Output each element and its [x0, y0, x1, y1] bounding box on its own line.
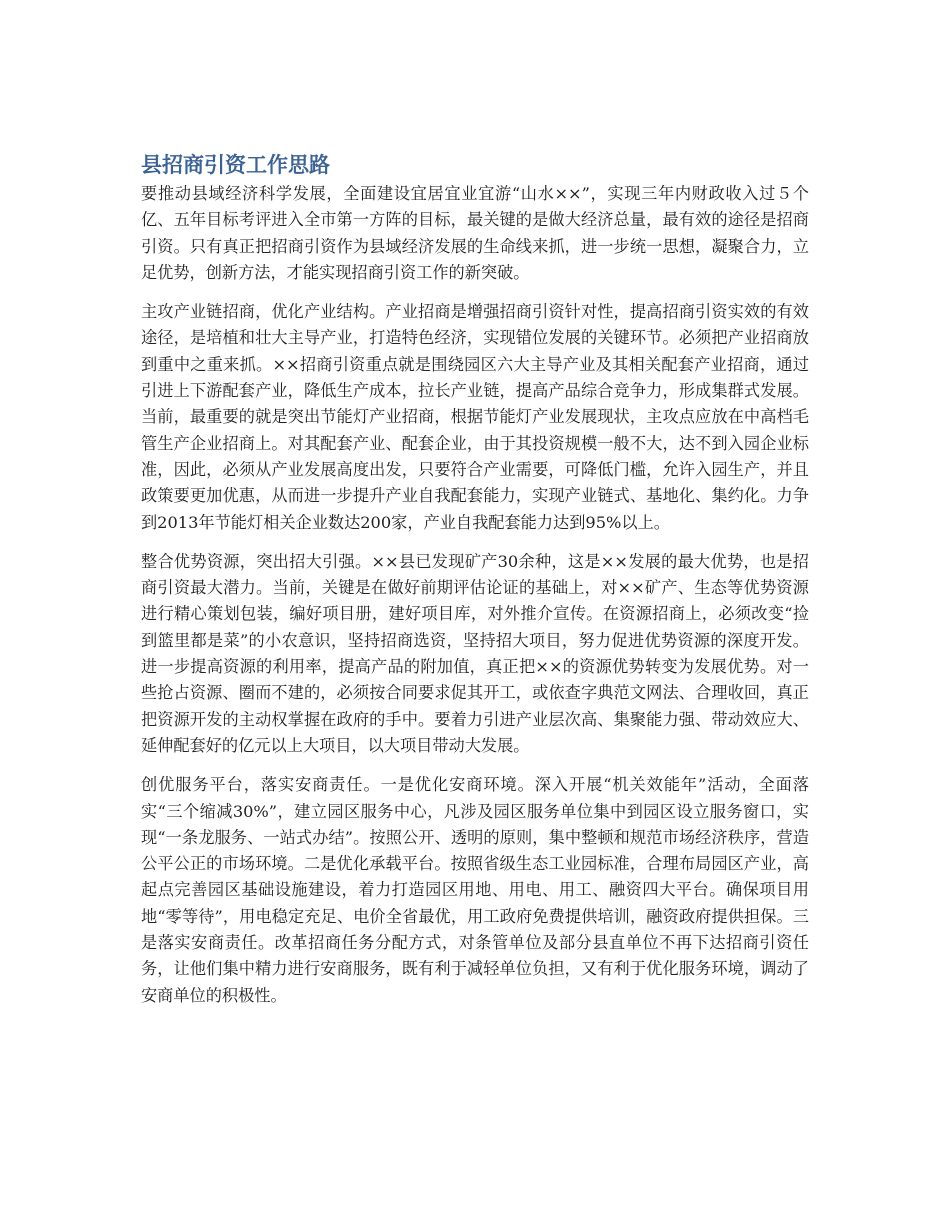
paragraph-resources: 整合优势资源，突出招大引强。××县已发现矿产30余种，这是××发展的最大优势，也是招商引资最大潜力。当前，关键是在做好前期评估论证的基础上，对××矿产、生态等优势资源进行精心策划包装，编好项目册，建好项目库，对外推介宣传。在资源招商上，必须改变“捡到篮里都是菜”的小农意识，坚持招商选资，坚持招大项目，努力促进优势资源的深度开发。进一步提高资源的利用率，提高产品的附加值，真正把××的资源优势转变为发展优势。对一些抢占资源、圈而不建的，必须按合同要求促其开工，或依查字典范文网法、合理收回，真正把资源开发的主动权掌握在政府的手中。要着力引进产业层次高、集聚能力强、带动效应大、延伸配套好的亿元以上大项目，以大项目带动大发展。: [141, 551, 809, 755]
paragraph-industry-chain: 主攻产业链招商，优化产业结构。产业招商是增强招商引资针对性，提高招商引资实效的有效途径，是培植和壮大主导产业，打造特色经济，实现错位发展的关键环节。必须把产业招商放到重中之重来抓。××招商引资重点就是围绕园区六大主导产业及其相关配套产业招商，通过引进上下游配套产业，降低生产成本，拉长产业链，提高产品综合竞争力，形成集群式发展。当前，最重要的就是突出节能灯产业招商，根据节能灯产业发展现状，主攻点应放在中高档毛管生产企业招商上。对其配套产业、配套企业，由于其投资规模一般不大，达不到入园企业标准，因此，必须从产业发展高度出发，只要符合产业需要，可降低门槛，允许入园生产，并且政策要更加优惠，从而进一步提升产业自我配套能力，实现产业链式、基地化、集约化。力争到2013年节能灯相关企业数达200家，产业自我配套能力达到95%以上。: [141, 302, 809, 532]
document-title: 县招商引资工作思路: [141, 153, 330, 177]
paragraph-intro: 要推动县域经济科学发展，全面建设宜居宜业宜游“山水××”，实现三年内财政收入过５个亿、五年目标考评进入全市第一方阵的目标，最关键的是做大经济总量，最有效的途径是招商引资。只有真正把招商引资作为县域经济发展的生命线来抓，进一步统一思想，凝聚合力，立足优势，创新方法，才能实现招商引资工作的新突破。: [141, 184, 809, 282]
document-page: [141, 150, 809, 1022]
paragraph-service-platform: 创优服务平台，落实安商责任。一是优化安商环境。深入开展“机关效能年”活动，全面落实“三个缩减30%”，建立园区服务中心，凡涉及园区服务单位集中到园区设立服务窗口，实现“一条龙服务、一站式办结”。按照公开、透明的原则，集中整顿和规范市场经济秩序，营造公平公正的市场环境。二是优化承载平台。按照省级生态工业园标准，合理布局园区产业，高起点完善园区基础设施建设，着力打造园区用地、用电、用工、融资四大平台。确保项目用地“零等待”，用电稳定充足、电价全省最优，用工政府免费提供培训，融资政府提供担保。三是落实安商责任。改革招商任务分配方式，对条管单位及部分县直单位不再下达招商引资任务，让他们集中精力进行安商服务，既有利于减轻单位负担，又有利于优化服务环境，调动了安商单位的积极性。: [141, 775, 809, 1005]
